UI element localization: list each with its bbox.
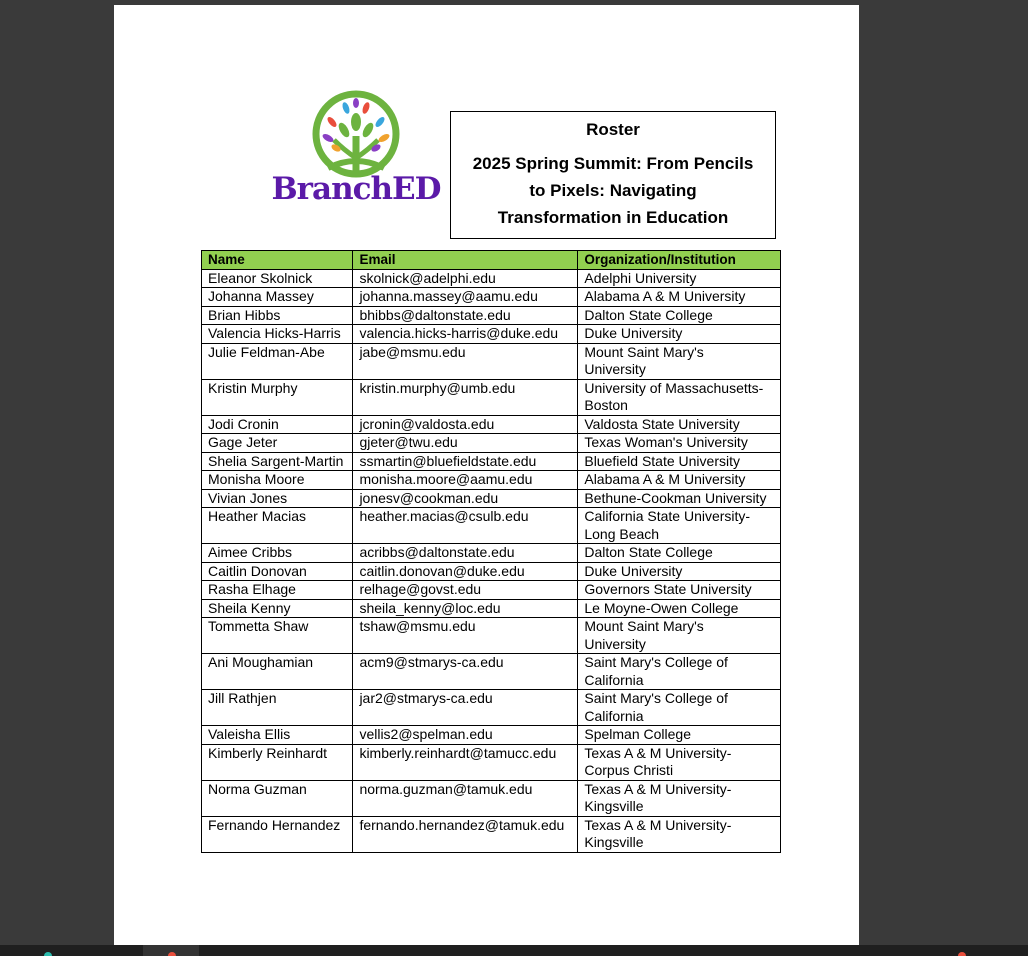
- table-row: [202, 343, 781, 379]
- cell-email: monisha.moore@aamu.edu: [353, 471, 578, 490]
- cell-email: caitlin.donovan@duke.edu: [353, 562, 578, 581]
- organization-line: Saint Mary's College of: [584, 654, 728, 670]
- table-row: [202, 654, 781, 690]
- table-row: [202, 744, 781, 780]
- cell-organization: [578, 744, 781, 780]
- table-row: [202, 269, 781, 288]
- cell-name: Heather Macias: [202, 508, 353, 544]
- event-title-line: 2025 Spring Summit: From Pencils: [472, 154, 754, 173]
- taskbar: [0, 945, 1028, 956]
- cell-organization: [578, 415, 781, 434]
- table-row: [202, 544, 781, 563]
- cell-email: tshaw@msmu.edu: [353, 618, 578, 654]
- taskbar-app-icon[interactable]: [958, 952, 966, 956]
- table-row: [202, 508, 781, 544]
- cell-organization: [578, 434, 781, 453]
- cell-organization: [578, 471, 781, 490]
- organization-line: Texas A & M University-: [584, 816, 732, 833]
- cell-name: Shelia Sargent-Martin: [202, 452, 353, 471]
- cell-organization: [578, 581, 781, 600]
- cell-email: valencia.hicks-harris@duke.edu: [353, 325, 578, 344]
- organization-line: University: [584, 361, 646, 377]
- organization-line: Kingsville: [584, 798, 644, 814]
- cell-name: Ani Moughamian: [202, 654, 353, 690]
- cell-email: ssmartin@bluefieldstate.edu: [353, 452, 578, 471]
- cell-name: Sheila Kenny: [202, 599, 353, 618]
- cell-organization: [578, 306, 781, 325]
- organization-line: Dalton State College: [584, 544, 713, 560]
- organization-line: Kingsville: [584, 834, 644, 850]
- cell-organization: [578, 325, 781, 344]
- roster-table: [201, 250, 781, 853]
- cell-organization: [578, 816, 781, 852]
- column-header-email: Email: [353, 251, 578, 270]
- cell-name: Johanna Massey: [202, 288, 353, 307]
- table-row: [202, 325, 781, 344]
- cell-email: sheila_kenny@loc.edu: [353, 599, 578, 618]
- table-row: [202, 489, 781, 508]
- cell-name: Rasha Elhage: [202, 581, 353, 600]
- organization-line: Alabama A & M University: [584, 471, 746, 487]
- cell-organization: [578, 544, 781, 563]
- organization-line: Texas Woman's University: [584, 434, 748, 450]
- event-title-line: to Pixels: Navigating: [529, 181, 697, 200]
- document-page: [114, 5, 859, 945]
- cell-email: acribbs@daltonstate.edu: [353, 544, 578, 563]
- title-box: [450, 111, 776, 239]
- organization-line: Mount Saint Mary's: [584, 343, 704, 360]
- organization-line: Le Moyne-Owen College: [584, 599, 739, 616]
- table-row: [202, 562, 781, 581]
- cell-email: jonesv@cookman.edu: [353, 489, 578, 508]
- organization-line: Texas A & M University-: [584, 780, 732, 797]
- organization-line: California State University-: [584, 508, 751, 524]
- table-row: [202, 306, 781, 325]
- cell-organization: [578, 508, 781, 544]
- cell-organization: [578, 288, 781, 307]
- table-row: [202, 816, 781, 852]
- cell-name: Jodi Cronin: [202, 415, 353, 434]
- organization-line: California: [584, 671, 644, 688]
- table-row: [202, 434, 781, 453]
- table-row: [202, 780, 781, 816]
- cell-name: Eleanor Skolnick: [202, 269, 353, 288]
- cell-organization: [578, 562, 781, 581]
- organization-line: Boston: [584, 397, 628, 413]
- organization-line: Adelphi University: [584, 269, 697, 286]
- event-title: [459, 150, 767, 231]
- cell-organization: [578, 654, 781, 690]
- cell-name: Jill Rathjen: [202, 690, 353, 726]
- cell-organization: [578, 618, 781, 654]
- cell-email: jcronin@valdosta.edu: [353, 415, 578, 434]
- organization-line: California: [584, 707, 644, 724]
- taskbar-app-icon[interactable]: [44, 952, 52, 956]
- column-header-name: Name: [202, 251, 353, 270]
- organization-line: Alabama A & M University: [584, 288, 746, 304]
- table-header-row: [202, 251, 781, 270]
- cell-name: Valencia Hicks-Harris: [202, 325, 353, 344]
- cell-name: Valeisha Ellis: [202, 726, 353, 745]
- table-row: [202, 599, 781, 618]
- table-row: [202, 690, 781, 726]
- cell-email: johanna.massey@aamu.edu: [353, 288, 578, 307]
- cell-name: Fernando Hernandez: [202, 816, 353, 852]
- cell-email: heather.macias@csulb.edu: [353, 508, 578, 544]
- organization-line: Governors State University: [584, 581, 752, 597]
- table-row: [202, 471, 781, 490]
- organization-line: Long Beach: [584, 525, 660, 542]
- taskbar-app-icon[interactable]: [168, 952, 176, 956]
- organization-line: Valdosta State University: [584, 415, 740, 432]
- organization-line: Dalton State College: [584, 306, 713, 323]
- cell-email: fernando.hernandez@tamuk.edu: [353, 816, 578, 852]
- cell-email: kristin.murphy@umb.edu: [353, 379, 578, 415]
- organization-line: Corpus Christi: [584, 762, 674, 778]
- organization-line: Duke University: [584, 562, 683, 579]
- table-row: [202, 581, 781, 600]
- organization-line: Saint Mary's College of: [584, 690, 728, 706]
- table-row: [202, 379, 781, 415]
- cell-organization: [578, 452, 781, 471]
- cell-email: norma.guzman@tamuk.edu: [353, 780, 578, 816]
- cell-name: Kimberly Reinhardt: [202, 744, 353, 780]
- logo-wordmark: BranchED: [271, 171, 441, 207]
- cell-email: jar2@stmarys-ca.edu: [353, 690, 578, 726]
- cell-name: Aimee Cribbs: [202, 544, 353, 563]
- cell-organization: [578, 269, 781, 288]
- organization-line: Spelman College: [584, 726, 691, 742]
- organization-line: Duke University: [584, 325, 683, 341]
- cell-name: Norma Guzman: [202, 780, 353, 816]
- cell-organization: [578, 489, 781, 508]
- column-header-organization: Organization/Institution: [578, 251, 781, 270]
- cell-email: bhibbs@daltonstate.edu: [353, 306, 578, 325]
- cell-organization: [578, 599, 781, 618]
- cell-name: Monisha Moore: [202, 471, 353, 490]
- cell-email: vellis2@spelman.edu: [353, 726, 578, 745]
- cell-email: kimberly.reinhardt@tamucc.edu: [353, 744, 578, 780]
- organization-line: University of Massachusetts-: [584, 379, 764, 396]
- cell-email: gjeter@twu.edu: [353, 434, 578, 453]
- event-title-line: Transformation in Education: [497, 208, 729, 227]
- cell-organization: [578, 379, 781, 415]
- table-row: [202, 415, 781, 434]
- organization-line: Mount Saint Mary's: [584, 618, 704, 634]
- table-row: [202, 618, 781, 654]
- cell-organization: [578, 343, 781, 379]
- cell-name: Brian Hibbs: [202, 306, 353, 325]
- organization-line: Bethune-Cookman University: [584, 489, 767, 506]
- organization-line: University: [584, 635, 646, 652]
- cell-email: jabe@msmu.edu: [353, 343, 578, 379]
- organization-line: Bluefield State University: [584, 452, 740, 469]
- roster-label: Roster: [586, 120, 640, 139]
- cell-name: Tommetta Shaw: [202, 618, 353, 654]
- cell-email: acm9@stmarys-ca.edu: [353, 654, 578, 690]
- table-row: [202, 726, 781, 745]
- cell-name: Kristin Murphy: [202, 379, 353, 415]
- cell-organization: [578, 726, 781, 745]
- cell-organization: [578, 690, 781, 726]
- cell-name: Caitlin Donovan: [202, 562, 353, 581]
- table-row: [202, 288, 781, 307]
- cell-name: Julie Feldman-Abe: [202, 343, 353, 379]
- cell-name: Vivian Jones: [202, 489, 353, 508]
- cell-organization: [578, 780, 781, 816]
- cell-name: Gage Jeter: [202, 434, 353, 453]
- cell-email: relhage@govst.edu: [353, 581, 578, 600]
- organization-line: Texas A & M University-: [584, 744, 732, 761]
- cell-email: skolnick@adelphi.edu: [353, 269, 578, 288]
- table-row: [202, 452, 781, 471]
